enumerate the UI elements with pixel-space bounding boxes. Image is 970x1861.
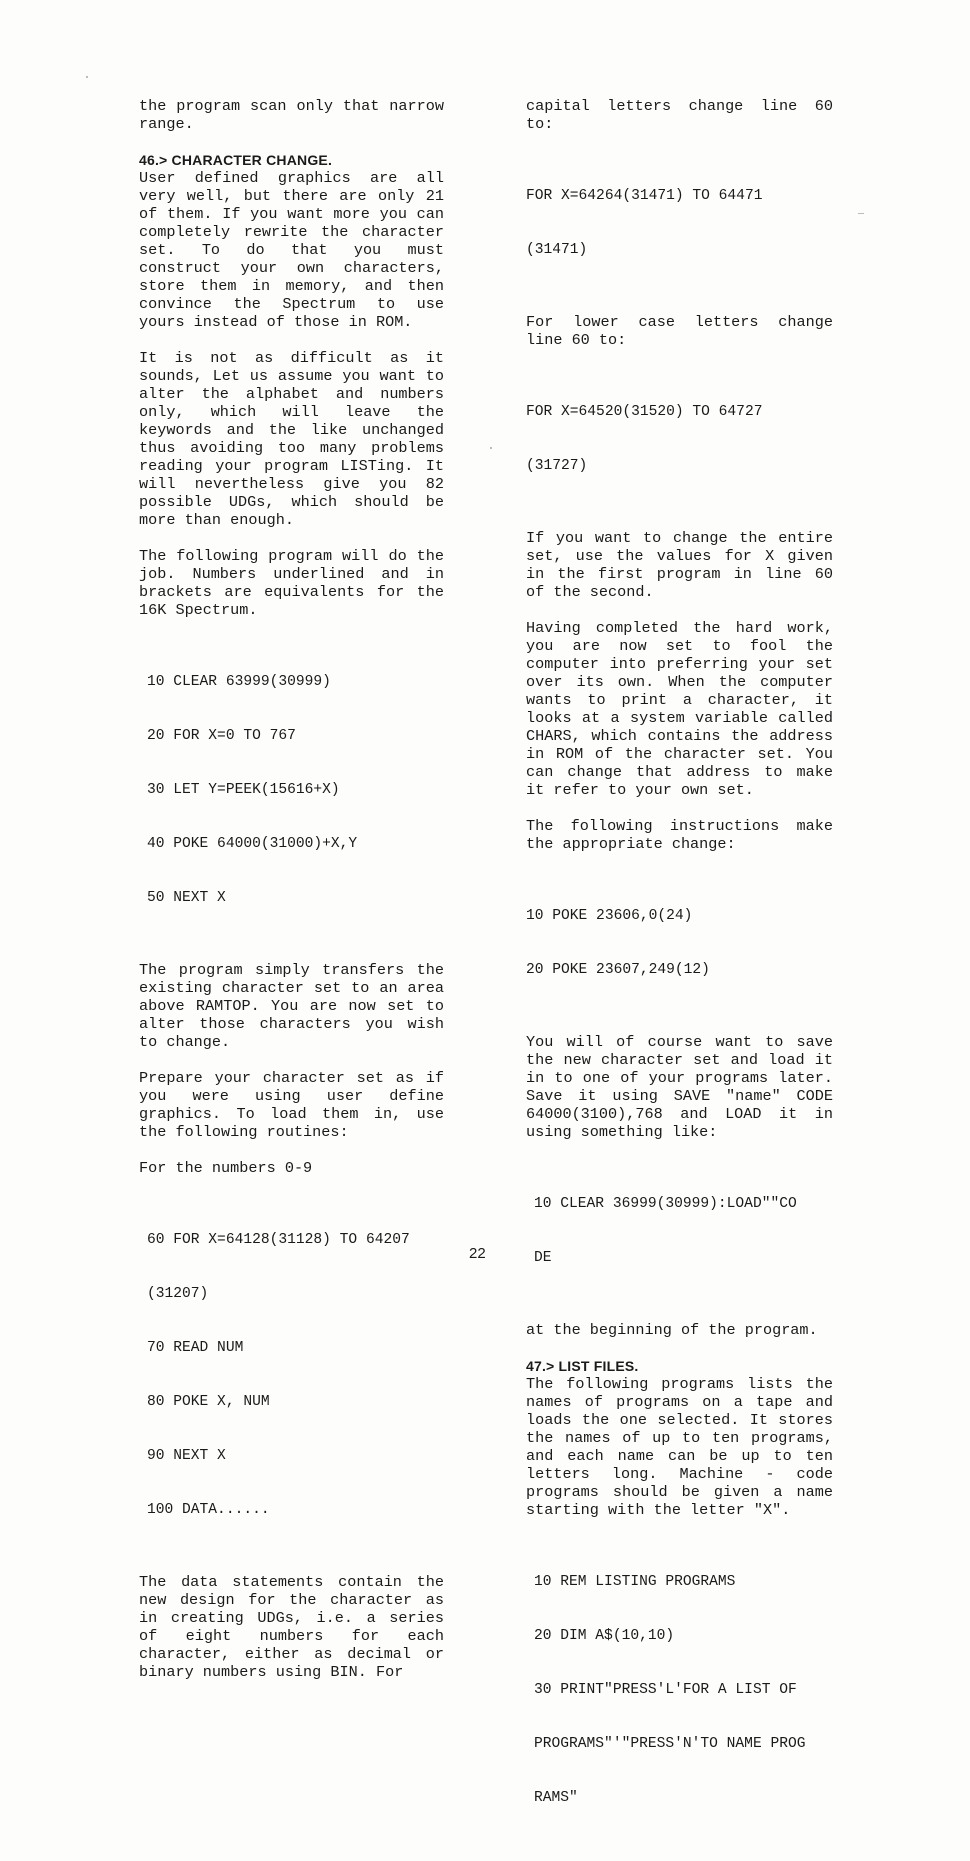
paragraph: For the numbers 0-9 (139, 1159, 313, 1177)
paragraph: the program scan only that narrow range. (139, 97, 444, 133)
code-listing-list-programs (526, 1537, 833, 1843)
code-line: 30 PRINT"PRESS'L'FOR A LIST OF (534, 1682, 797, 1698)
code-line: 20 FOR X=0 TO 767 (147, 728, 296, 744)
paragraph: You will of course want to save the new character set and load it in to one of your programs later. Save it using SAVE "name" CODE 64000(3100),768 and LOAD it in using something like: (526, 1033, 833, 1141)
paragraph: The following programs lists the names of programs on a tape and loads the one selected. It stores the names of up to ten programs, and each name can be up to ten letters long. Machine - code programs should be given a name starting with the letter "X". (526, 1375, 833, 1519)
paragraph: User defined graphics are all very well, but there are only 21 of them. If you want more you can completely rewrite the character set. To do that you must construct your own characters, store them in memory, and then convince the Spectrum to use yours instead of those in ROM. (139, 169, 444, 331)
code-listing-numbers (139, 1195, 444, 1555)
code-line: 90 NEXT X (147, 1448, 226, 1464)
paragraph: If you want to change the entire set, use the values for X given in the first program in line 60 of the second. (526, 529, 833, 601)
scan-speck (86, 76, 88, 78)
code-line: 10 CLEAR 63999(30999) (147, 674, 331, 690)
code-line: FOR X=64264(31471) TO 64471 (526, 188, 763, 204)
code-line: 10 CLEAR 36999(30999):LOAD""CO (534, 1196, 797, 1212)
code-line: 20 POKE 23607,249(12) (526, 962, 710, 978)
code-line: RAMS" (534, 1790, 578, 1806)
code-line: 30 LET Y=PEEK(15616+X) (147, 782, 340, 798)
paragraph: For lower case letters change line 60 to: (526, 313, 833, 349)
code-line: 10 POKE 23606,0(24) (526, 908, 693, 924)
code-line: 40 POKE 64000(31000)+X,Y (147, 836, 358, 852)
code-listing-load (526, 1159, 833, 1303)
paragraph: The following program will do the job. Numbers underlined and in brackets are equivalents for the 16K Spectrum. (139, 547, 444, 619)
page-number: 22 (469, 1245, 486, 1262)
paragraph: at the beginning of the program. (526, 1321, 818, 1339)
code-line: 70 READ NUM (147, 1340, 244, 1356)
code-line: PROGRAMS"'"PRESS'N'TO NAME PROG (534, 1736, 806, 1752)
code-line: (31727) (526, 458, 588, 474)
left-column (139, 97, 444, 1699)
code-line: DE (534, 1250, 552, 1266)
paragraph: It is not as difficult as it sounds, Let us assume you want to alter the alphabet and numbers only, which will leave the keywords and the like unchanged thus avoiding too many problems reading your program LISTing. It will nevertheless give you 82 possible UDGs, which should be more than enough. (139, 349, 444, 529)
code-line: 80 POKE X, NUM (147, 1394, 270, 1410)
right-column (526, 97, 833, 1861)
section-heading-46: 46.> CHARACTER CHANGE. (139, 152, 333, 168)
paragraph: The following instructions make the appropriate change: (526, 817, 833, 853)
code-line: 10 REM LISTING PROGRAMS (534, 1574, 736, 1590)
code-line: FOR X=64520(31520) TO 64727 (526, 404, 763, 420)
code-line: (31471) (526, 242, 588, 258)
paragraph: Prepare your character set as if you were using user define graphics. To load them in, use the following routines: (139, 1069, 444, 1141)
code-listing-capitals (526, 151, 833, 295)
section-heading-47: 47.> LIST FILES. (526, 1358, 639, 1374)
code-line: 60 FOR X=64128(31128) TO 64207 (147, 1232, 410, 1248)
code-listing-lowercase (526, 367, 833, 511)
code-listing-copy-charset (139, 637, 444, 943)
paragraph: The program simply transfers the existing character set to an area above RAMTOP. You are now set to alter those characters you wish to change. (139, 961, 444, 1051)
code-line: (31207) (147, 1286, 209, 1302)
code-line: 50 NEXT X (147, 890, 226, 906)
scan-speck-2 (490, 447, 492, 449)
paragraph: The data statements contain the new design for the character as in creating UDGs, i.e. a series of eight numbers for each character, either as decimal or binary numbers using BIN. For (139, 1573, 444, 1681)
code-line: 20 DIM A$(10,10) (534, 1628, 675, 1644)
code-line: 100 DATA...... (147, 1502, 270, 1518)
scan-dash (858, 213, 864, 214)
code-listing-poke-chars (526, 871, 833, 1015)
paragraph: Having completed the hard work, you are now set to fool the computer into preferring your set over its own. When the computer wants to print a character, it looks at a system variable called CHARS, which contains the address in ROM of the character set. You can change that address to make it refer to your own set. (526, 619, 833, 799)
paragraph: capital letters change line 60 to: (526, 97, 833, 133)
